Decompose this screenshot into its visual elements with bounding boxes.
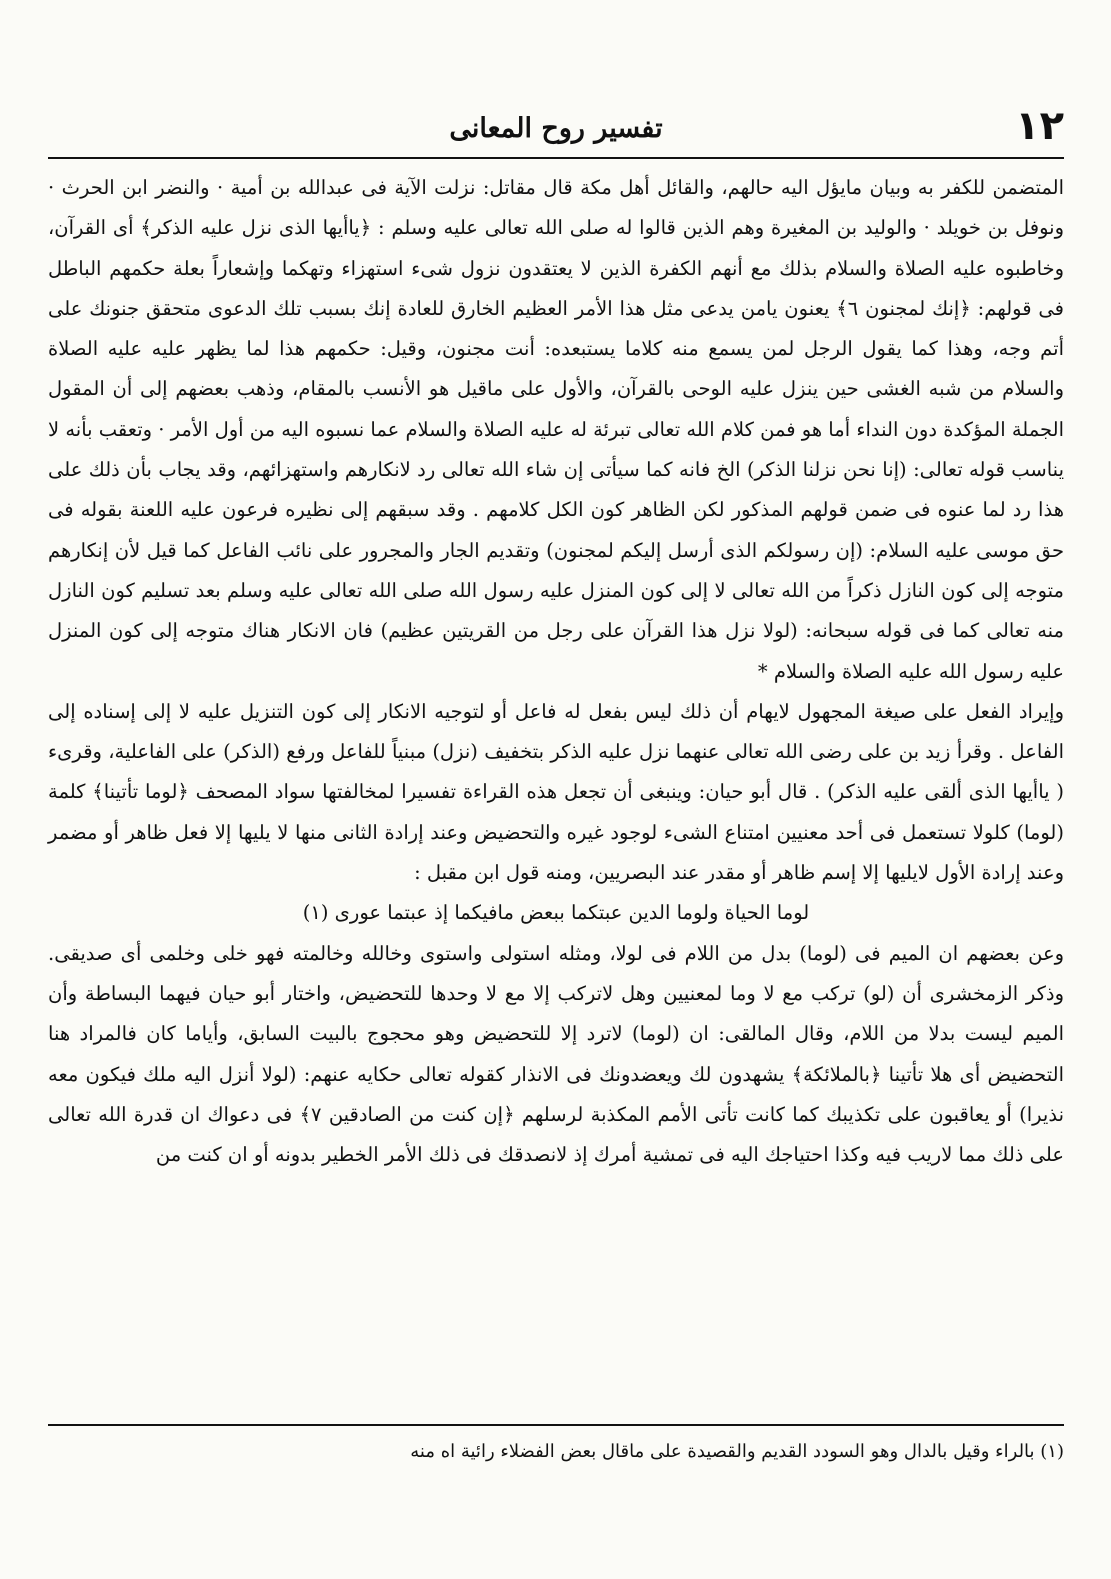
- page: [48, 102, 1064, 1542]
- footnote-rule: [48, 1424, 1064, 1426]
- page-header: [48, 102, 1064, 156]
- page-number: ١٢: [1015, 103, 1064, 149]
- paragraph-2: وإيراد الفعل على صيغة المجهول لايهام أن ذلك ليس بفعل له فاعل أو لتوجيه الانكار إلى كون التنزيل عليه لا إلى إسناده إلى الفاعل . وقرأ زيد بن على رضى الله تعالى عنهما نزل عليه الذكر بتخفيف (نزل) مبنياً للفاعل ورفع (الذكر) على الفاعلية، وقرىء ( ياأيها الذى ألقى عليه الذكر) . قال أبو حيان: وينبغى أن تجعل هذه القراءة تفسيرا لمخالفتها سواد المصحف ﴿لوما تأتينا﴾ كلمة (لوما) كلولا تستعمل فى أحد معنيين امتناع الشىء لوجود غيره والتحضيض وعند إرادة الثانى منها لا يليها إلا فعل ظاهر أو مضمر وعند إرادة الأول لايليها إلا إسم ظاهر أو مقدر عند البصريين، ومنه قول ابن مقبل :: [48, 699, 1064, 885]
- paragraph-3: وعن بعضهم ان الميم فى (لوما) بدل من اللام فى لولا، ومثله استولى واستوى وخالله وخالمته فهو خلى وخلمى أى صديقى. وذكر الزمخشرى أن (لو) تركب مع لا وما لمعنيين وهل لاتركب إلا مع لا وحدها للتحضيض، واختار أبو حيان فيهما البساطة وأن الميم ليست بدلا من اللام، وقال المالقى: ان (لوما) لاترد إلا للتحضيض وهو محجوج بالبيت السابق، وأياما كان فالمراد هنا التحضيض أى هلا تأتينا ﴿بالملائكة﴾ يشهدون لك ويعضدونك فى الانذار كقوله تعالى حكايه عنهم: (لولا أنزل اليه ملك فيكون معه نذيرا) أو يعاقبون على تكذيبك كما كانت تأتى الأمم المكذبة لرسلهم ﴿إن كنت من الصادقين ٧﴾ فى دعواك ان قدرة الله تعالى على ذلك مما لاريب فيه وكذا احتياجك اليه فى تمشية أمرك إذ لانصدقك فى ذلك الأمر الخطير بدونه أو ان كنت من: [48, 941, 1064, 1167]
- body-text: [48, 168, 1064, 1175]
- poem-verse: لوما الحياة ولوما الدين عبتكما ببعض مافيكما إذ عبتما عورى (١): [302, 901, 810, 925]
- footnote: (١) بالراء وقيل بالدال وهو السودد القديم والقصيدة على ماقال بعض الفضلاء رائية اه منه: [410, 1441, 1064, 1462]
- running-title: تفسير روح المعانى: [449, 113, 663, 144]
- paragraph-1: المتضمن للكفر به وبيان مايؤل اليه حالهم، والقائل أهل مكة قال مقاتل: نزلت الآية فى عبدالله بن أمية · والنضر ابن الحرث · ونوفل بن خويلد · والوليد بن المغيرة وهم الذين قالوا له صلى الله تعالى عليه وسلم : ﴿ياأيها الذى نزل عليه الذكر﴾ أى القرآن، وخاطبوه عليه الصلاة والسلام بذلك مع أنهم الكفرة الذين لا يعتقدون نزول شىء استهزاء وتهكما وإشعاراً بعلة حكمهم الباطل فى قولهم: ﴿إنك لمجنون ٦﴾ يعنون يامن يدعى مثل هذا الأمر العظيم الخارق للعادة إنك بسبب تلك الدعوى متحقق جنونك على أتم وجه، وهذا كما يقول الرجل لمن يسمع منه كلاما يستبعده: أنت مجنون، وقيل: حكمهم هذا لما يظهر عليه عليه الصلاة والسلام من شبه الغشى حين ينزل عليه الوحى بالقرآن، والأول على ماقيل هو الأنسب بالمقام، وذهب بعضهم إلى أن المقول الجملة المؤكدة دون النداء أما هو فمن كلام الله تعالى تبرئة له عليه الصلاة والسلام عما نسبوه اليه من أول الأمر · وتعقب بأنه لا يناسب قوله تعالى: (إنا نحن نزلنا الذكر) الخ فانه كما سيأتى إن شاء الله تعالى رد لانكارهم واستهزائهم، وقد يجاب بأن ذلك على هذا رد لما عنوه فى ضمن قولهم المذكور لكن الظاهر كون الكل كلامهم . وقد سبقهم إلى نظيره فرعون عليه اللعنة بقوله فى حق موسى عليه السلام: (إن رسولكم الذى أرسل إليكم لمجنون) وتقديم الجار والمجرور على نائب الفاعل كما قيل لأن إنكارهم متوجه إلى كون النازل ذكراً من الله تعالى لا إلى كون المنزل عليه رسول الله صلى الله تعالى عليه وسلم بعد تسليم كون النازل منه تعالى كما فى قوله سبحانه: (لولا نزل هذا القرآن على رجل من القريتين عظيم) فان الانكار هناك متوجه إلى كون المنزل عليه رسول الله عليه الصلاة والسلام *: [48, 176, 1065, 683]
- header-rule: [48, 157, 1064, 159]
